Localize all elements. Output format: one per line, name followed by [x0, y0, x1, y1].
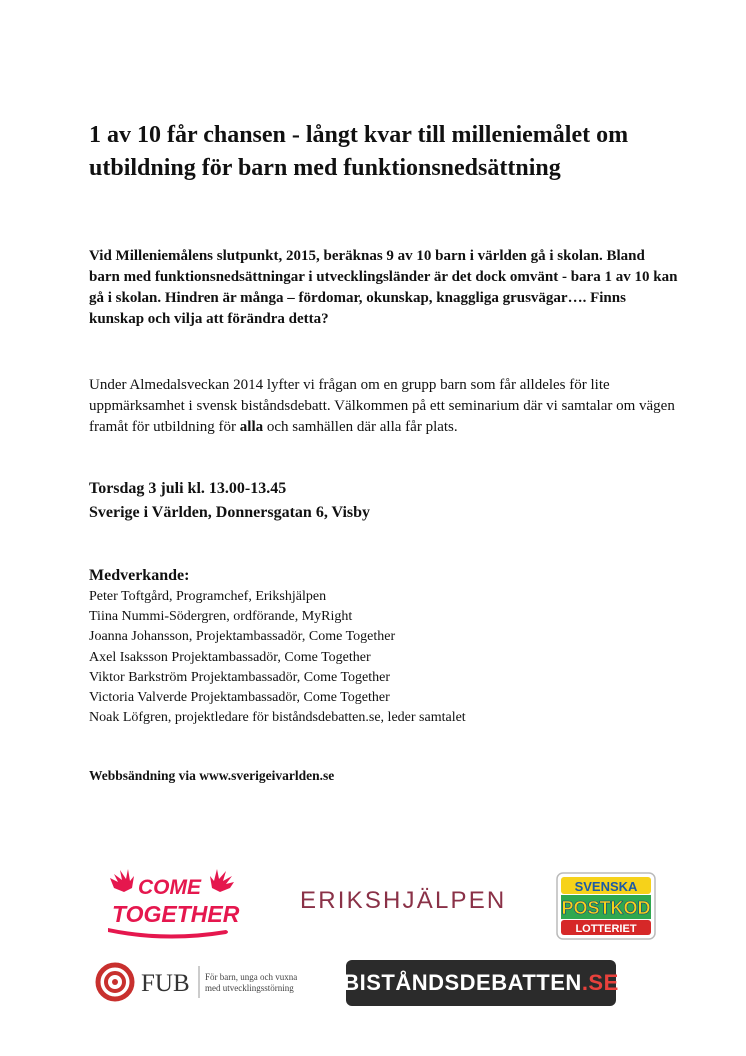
postkod-line1: SVENSKA [574, 879, 638, 894]
body-text-before: Under Almedalsveckan 2014 lyfter vi frågan om en grupp barn som får alldeles för lite uppmärksamhet i svensk biståndsdebatt. Välkommen på ett seminarium där vi samtalar om vägen framåt för utbildning för [89, 377, 675, 435]
postkod-line3: LOTTERIET [575, 923, 637, 935]
bistandsdebatten-logo [343, 960, 619, 1006]
participants-list [89, 587, 679, 728]
participant-item: Axel Isaksson Projektambassadör, Come Together [89, 649, 371, 665]
body-paragraph [89, 375, 679, 438]
participants-heading: Medverkande: [89, 567, 190, 584]
fub-logo [95, 960, 315, 1004]
participant-item: Victoria Valverde Projektambassadör, Come Together [89, 690, 390, 706]
bistandsdebatten-text [343, 970, 619, 996]
participants-section [89, 565, 679, 728]
bistandsdebatten-suffix: .SE [581, 970, 619, 995]
body-text-after: och samhällen där alla får plats. [263, 419, 458, 435]
participant-item: Viktor Barkström Projektambassadör, Come Together [89, 669, 391, 685]
event-info [89, 477, 679, 525]
postkod-line2: POSTKOD [561, 898, 651, 918]
event-time: Torsdag 3 juli kl. 13.00-13.45 [89, 480, 287, 497]
body-text-bold: alla [239, 419, 264, 435]
fub-name: FUB [141, 970, 190, 997]
document-title: 1 av 10 får chansen - långt kvar till milleniemålet om utbildning för barn med funktionsnedsättning [89, 122, 629, 181]
event-place: Sverige i Världen, Donnersgatan 6, Visby [89, 504, 371, 521]
erikshjalpen-logo: ERIKSHJÄLPEN [300, 887, 507, 914]
come-together-logo [104, 860, 240, 940]
come-together-line2: TOGETHER [112, 901, 240, 927]
come-together-line1: COME [138, 876, 201, 899]
participant-item: Peter Toftgård, Programchef, Erikshjälpen [89, 589, 327, 604]
participant-item: Tiina Nummi-Södergren, ordförande, MyRight [89, 609, 353, 625]
fub-tagline-1: För barn, unga och vuxna [205, 972, 298, 982]
bistandsdebatten-main: BISTÅNDSDEBATTEN [343, 970, 582, 995]
lead-paragraph: Vid Milleniemålens slutpunkt, 2015, beräknas 9 av 10 barn i världen gå i skolan. Bland barn med funktionsnedsättningar i utvecklingsländer är det dock omvänt - bara 1 av 10 kan gå i skolan. Hindren är många – fördomar, okunskap, knaggliga grusvägar…. Finns kunskap och vilja att förändra detta? [89, 248, 678, 327]
webcast-link[interactable]: Webbsändning via www.sverigeivarlden.se [89, 768, 335, 783]
postkodlotteriet-logo [556, 872, 656, 940]
participant-item: Joanna Johansson, Projektambassadör, Come Together [89, 629, 396, 645]
fub-tagline-2: med utvecklingsstörning [205, 983, 294, 993]
participant-item: Noak Löfgren, projektledare för biståndsdebatten.se, leder samtalet [89, 710, 466, 726]
